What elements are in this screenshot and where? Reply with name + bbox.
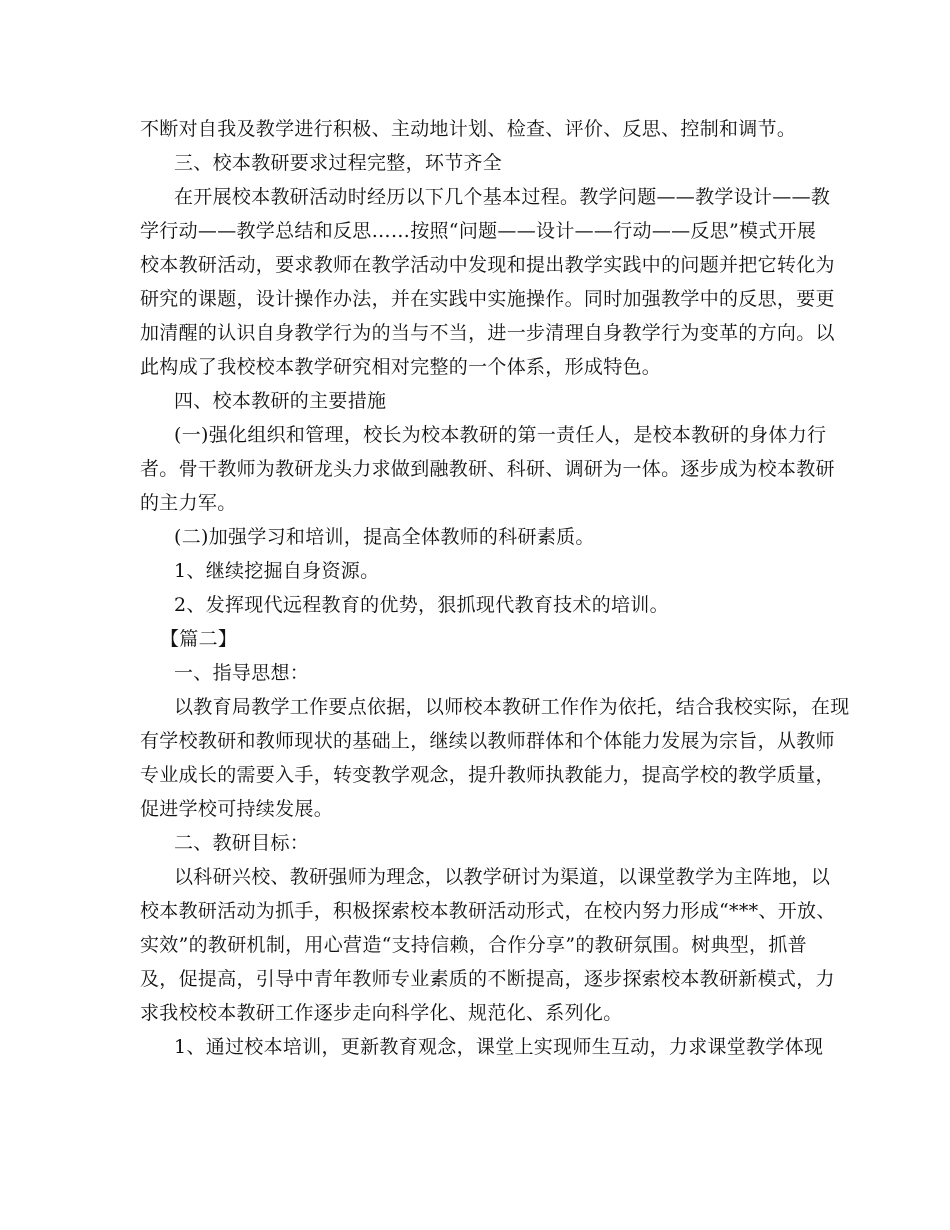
body-text-line: 实效”的教研机制，用心营造“支持信赖，合作分享”的教研氛围。树典型，抓普 [140, 934, 807, 956]
body-text-line: 校本教研活动为抓手，积极探索校本教研活动形式，在校内努力形成“***、开放、 [140, 900, 836, 922]
list-item: 1、继续挖掘自身资源。 [174, 560, 380, 582]
body-text-line: 促进学校可持续发展。 [140, 798, 334, 820]
body-text-line: 不断对自我及教学进行积极、主动地计划、检查、评价、反思、控制和调节。 [140, 118, 797, 140]
section-heading: 二、教研目标： [174, 832, 310, 854]
section-heading: 三、校本教研要求过程完整，环节齐全 [174, 152, 503, 174]
body-text-line: 校本教研活动，要求教师在教学活动中发现和提出教学实践中的问题并把它转化为 [140, 254, 835, 276]
body-text-line: (一)强化组织和管理，校长为校本教研的第一责任人，是校本教研的身体力行 [174, 424, 827, 446]
body-text-line: (二)加强学习和培训，提高全体教师的科研素质。 [174, 526, 595, 548]
body-text-line: 者。骨干教师为教研龙头力求做到融教研、科研、调研为一体。逐步成为校本教研 [140, 458, 835, 480]
body-text-line: 有学校教研和教师现状的基础上，继续以教师群体和个体能力发展为宗旨，从教师 [140, 730, 835, 752]
body-text-line: 专业成长的需要入手，转变教学观念，提升教师执教能力，提高学校的教学质量， [140, 764, 835, 786]
body-text-line: 此构成了我校校本教学研究相对完整的一个体系，形成特色。 [140, 356, 662, 378]
section-heading: 四、校本教研的主要措施 [174, 390, 387, 412]
body-text-line: 加清醒的认识自身教学行为的当与不当，进一步清理自身教学行为变革的方向。以 [140, 322, 835, 344]
body-text-line: 求我校校本教研工作逐步走向科学化、规范化、系列化。 [140, 1002, 623, 1024]
body-text-line: 以科研兴校、教研强师为理念，以教学研讨为渠道，以课堂教学为主阵地，以 [174, 866, 831, 888]
body-text-line: 的主力军。 [140, 492, 237, 514]
part-heading: 【篇二】 [160, 628, 238, 650]
body-text-line: 研究的课题，设计操作办法，并在实践中实施操作。同时加强教学中的反思，要更 [140, 288, 835, 310]
body-text-line: 及，促提高，引导中青年教师专业素质的不断提高，逐步探索校本教研新模式，力 [140, 968, 835, 990]
body-text-line: 以教育局教学工作要点依据，以师校本教研工作作为依托，结合我校实际，在现 [174, 696, 850, 718]
list-item: 1、通过校本培训，更新教育观念，课堂上实现师生互动，力求课堂教学体现 [174, 1036, 824, 1058]
body-text-line: 学行动——教学总结和反思……按照“问题——设计——行动——反思”模式开展 [140, 220, 817, 242]
body-text-line: 在开展校本教研活动时经历以下几个基本过程。教学问题——教学设计——教 [174, 186, 831, 208]
list-item: 2、发挥现代远程教育的优势，狠抓现代教育技术的培训。 [174, 594, 669, 616]
section-heading: 一、指导思想： [174, 662, 310, 684]
